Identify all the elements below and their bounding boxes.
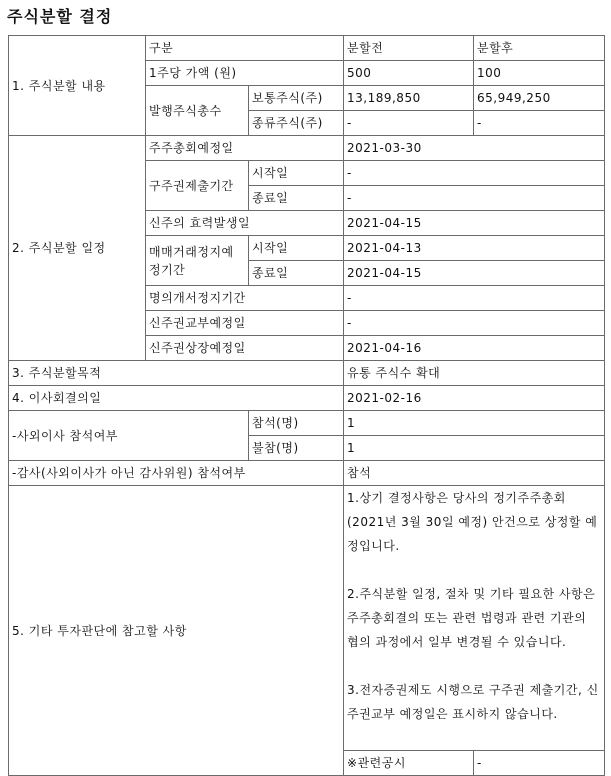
page-title: 주식분할 결정 [7,7,113,26]
table-row [9,36,605,61]
col-header-category: 구분 [146,36,344,61]
other-shares-label: 종류주식(주) [249,111,344,136]
old-cert-start-label: 시작일 [249,161,344,186]
board-resolution-label: 4. 이사회결의일 [9,386,344,411]
other-notes-label: 5. 기타 투자판단에 참고할 사항 [9,486,344,776]
trading-halt-period-label: 매매거래정지예정기간 [146,236,249,286]
other-shares-before: - [344,111,474,136]
split-purpose-label: 3. 주식분할목적 [9,361,344,386]
old-cert-period-label: 구주권제출기간 [146,161,249,211]
effective-date-value: 2021-04-15 [344,211,605,236]
common-shares-label: 보통주식(주) [249,86,344,111]
agm-date-label: 주주총회예정일 [146,136,344,161]
note-paragraph: 1.상기 결정사항은 당사의 정기주주총회(2021년 3월 30일 예정) 안건으로 상정할 예정입니다. [347,491,598,553]
par-value-after: 100 [474,61,605,86]
split-content-label: 1. 주식분할 내용 [9,36,146,136]
old-cert-end-label: 종료일 [249,186,344,211]
new-cert-delivery-label: 신주권교부예정일 [146,311,344,336]
auditor-attendance-value: 참석 [344,461,605,486]
registry-suspension-value: - [344,286,605,311]
board-resolution-value: 2021-02-16 [344,386,605,411]
trading-halt-end-value: 2021-04-15 [344,261,605,286]
note-paragraph: 2.주식분할 일정, 절차 및 기타 필요한 사항은 주주총회결의 또는 관련 법령과 관련 기관의 협의 과정에서 일부 변경될 수 있습니다. [347,587,596,649]
absent-value: 1 [344,436,605,461]
table-row [9,461,605,486]
par-value-label: 1주당 가액 (원) [146,61,344,86]
table-row [9,411,605,436]
related-disclosure-label: ※관련공시 [344,751,474,776]
other-shares-after: - [474,111,605,136]
related-disclosure-value: - [474,751,605,776]
outside-director-label: -사외이사 참석여부 [9,411,249,461]
old-cert-end-value: - [344,186,605,211]
col-header-before: 분할전 [344,36,474,61]
par-value-before: 500 [344,61,474,86]
trading-halt-start-label: 시작일 [249,236,344,261]
new-cert-listing-label: 신주권상장예정일 [146,336,344,361]
present-label: 참석(명) [249,411,344,436]
note-paragraph: 3.전자증권제도 시행으로 구주권 제출기간, 신주권교부 예정일은 표시하지 않습니다. [347,683,599,721]
new-cert-delivery-value: - [344,311,605,336]
common-shares-after: 65,949,250 [474,86,605,111]
split-purpose-value: 유통 주식수 확대 [344,361,605,386]
split-schedule-label: 2. 주식분할 일정 [9,136,146,361]
trading-halt-start-value: 2021-04-13 [344,236,605,261]
present-value: 1 [344,411,605,436]
disclosure-table [8,35,605,776]
table-row [9,486,605,751]
old-cert-start-value: - [344,161,605,186]
trading-halt-end-label: 종료일 [249,261,344,286]
col-header-after: 분할후 [474,36,605,61]
registry-suspension-label: 명의개서정지기간 [146,286,344,311]
agm-date-value: 2021-03-30 [344,136,605,161]
common-shares-before: 13,189,850 [344,86,474,111]
effective-date-label: 신주의 효력발생일 [146,211,344,236]
table-row [9,386,605,411]
new-cert-listing-value: 2021-04-16 [344,336,605,361]
other-notes-content [344,486,605,751]
total-shares-label: 발행주식총수 [146,86,249,136]
absent-label: 불참(명) [249,436,344,461]
table-row [9,136,605,161]
table-row [9,361,605,386]
auditor-attendance-label: -감사(사외이사가 아닌 감사위원) 참석여부 [9,461,344,486]
